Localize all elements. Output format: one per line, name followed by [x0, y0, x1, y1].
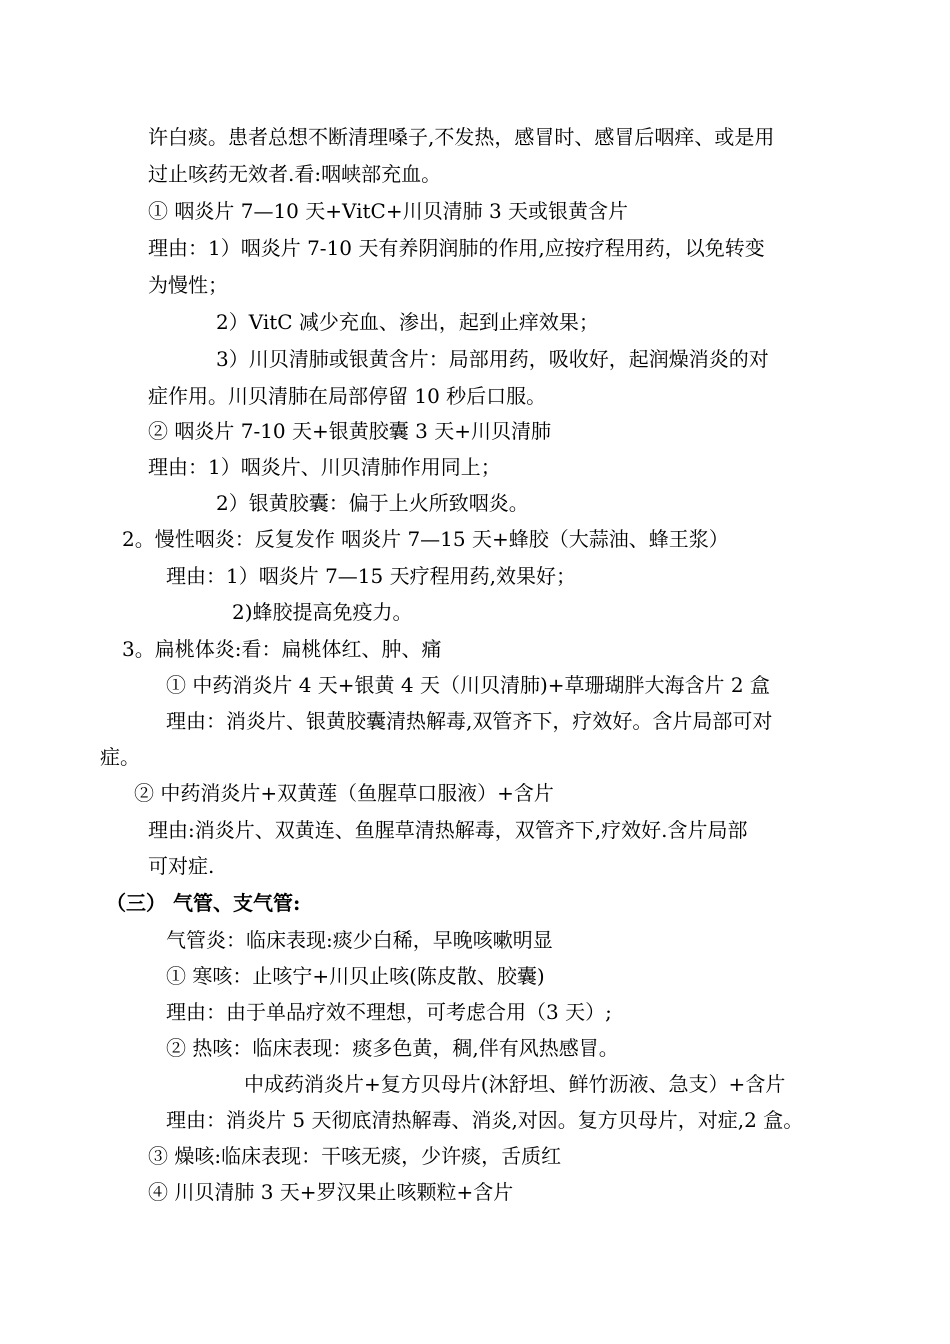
text-line: ③ 燥咳:临床表现：干咳无痰，少许痰，舌质红 — [148, 1144, 562, 1168]
text-line: 过止咳药无效者.看:咽峡部充血。 — [148, 162, 442, 186]
text-line: 3。扁桃体炎:看：扁桃体红、肿、痛 — [122, 637, 442, 661]
text-line: 理由：消炎片 5 天彻底清热解毒、消炎,对因。复方贝母片，对症,2 盒。 — [166, 1108, 804, 1132]
text-line: 许白痰。患者总想不断清理嗓子,不发热，感冒时、感冒后咽痒、或是用 — [148, 125, 775, 149]
text-line: 2）VitC 减少充血、渗出，起到止痒效果； — [216, 310, 599, 334]
text-line: 理由：由于单品疗效不理想，可考虑合用（3 天）; — [166, 1000, 612, 1024]
text-line: ① 咽炎片 7—10 天+VitC+川贝清肺 3 天或银黄含片 — [148, 199, 629, 223]
text-line: 为慢性； — [148, 273, 228, 297]
text-line: 理由：1）咽炎片 7-10 天有养阴润肺的作用,应按疗程用药，以免转变 — [148, 236, 765, 260]
text-line: 理由:消炎片、双黄连、鱼腥草清热解毒，双管齐下,疗效好.含片局部 — [148, 818, 748, 842]
text-line: 中成药消炎片+复方贝母片(沐舒坦、鲜竹沥液、急支）+含片 — [244, 1072, 786, 1096]
text-line: 症作用。川贝清肺在局部停留 10 秒后口服。 — [148, 384, 547, 408]
text-line: 2)蜂胶提高免疫力。 — [232, 600, 413, 624]
text-line: 理由：1）咽炎片 7—15 天疗程用药,效果好； — [166, 564, 576, 588]
text-line: ① 中药消炎片 4 天+银黄 4 天（川贝清肺)+草珊瑚胖大海含片 2 盒 — [166, 673, 770, 697]
text-line: 2。慢性咽炎：反复发作 咽炎片 7—15 天+蜂胶（大蒜油、蜂王浆） — [122, 527, 729, 551]
section-heading: （三） 气管、支气管: — [106, 891, 301, 915]
text-line: ② 热咳：临床表现：痰多色黄，稠,伴有风热感冒。 — [166, 1036, 619, 1060]
text-line: 3）川贝清肺或银黄含片：局部用药，吸收好，起润燥消炎的对 — [216, 347, 769, 371]
text-line: ④ 川贝清肺 3 天+罗汉果止咳颗粒+含片 — [148, 1180, 514, 1204]
text-line: 症。 — [100, 745, 140, 769]
text-line: 可对症. — [148, 854, 215, 878]
text-line: ① 寒咳：止咳宁+川贝止咳(陈皮散、胶囊) — [166, 964, 545, 988]
text-line: 理由：消炎片、银黄胶囊清热解毒,双管齐下，疗效好。含片局部可对 — [166, 709, 773, 733]
text-line: ② 中药消炎片+双黄莲（鱼腥草口服液）+含片 — [134, 781, 554, 805]
text-line: 2）银黄胶囊：偏于上火所致咽炎。 — [216, 491, 529, 515]
text-line: ② 咽炎片 7-10 天+银黄胶囊 3 天+川贝清肺 — [148, 419, 551, 443]
text-line: 理由：1）咽炎片、川贝清肺作用同上； — [148, 455, 501, 479]
text-line: 气管炎：临床表现:痰少白稀，早晚咳嗽明显 — [166, 928, 553, 952]
